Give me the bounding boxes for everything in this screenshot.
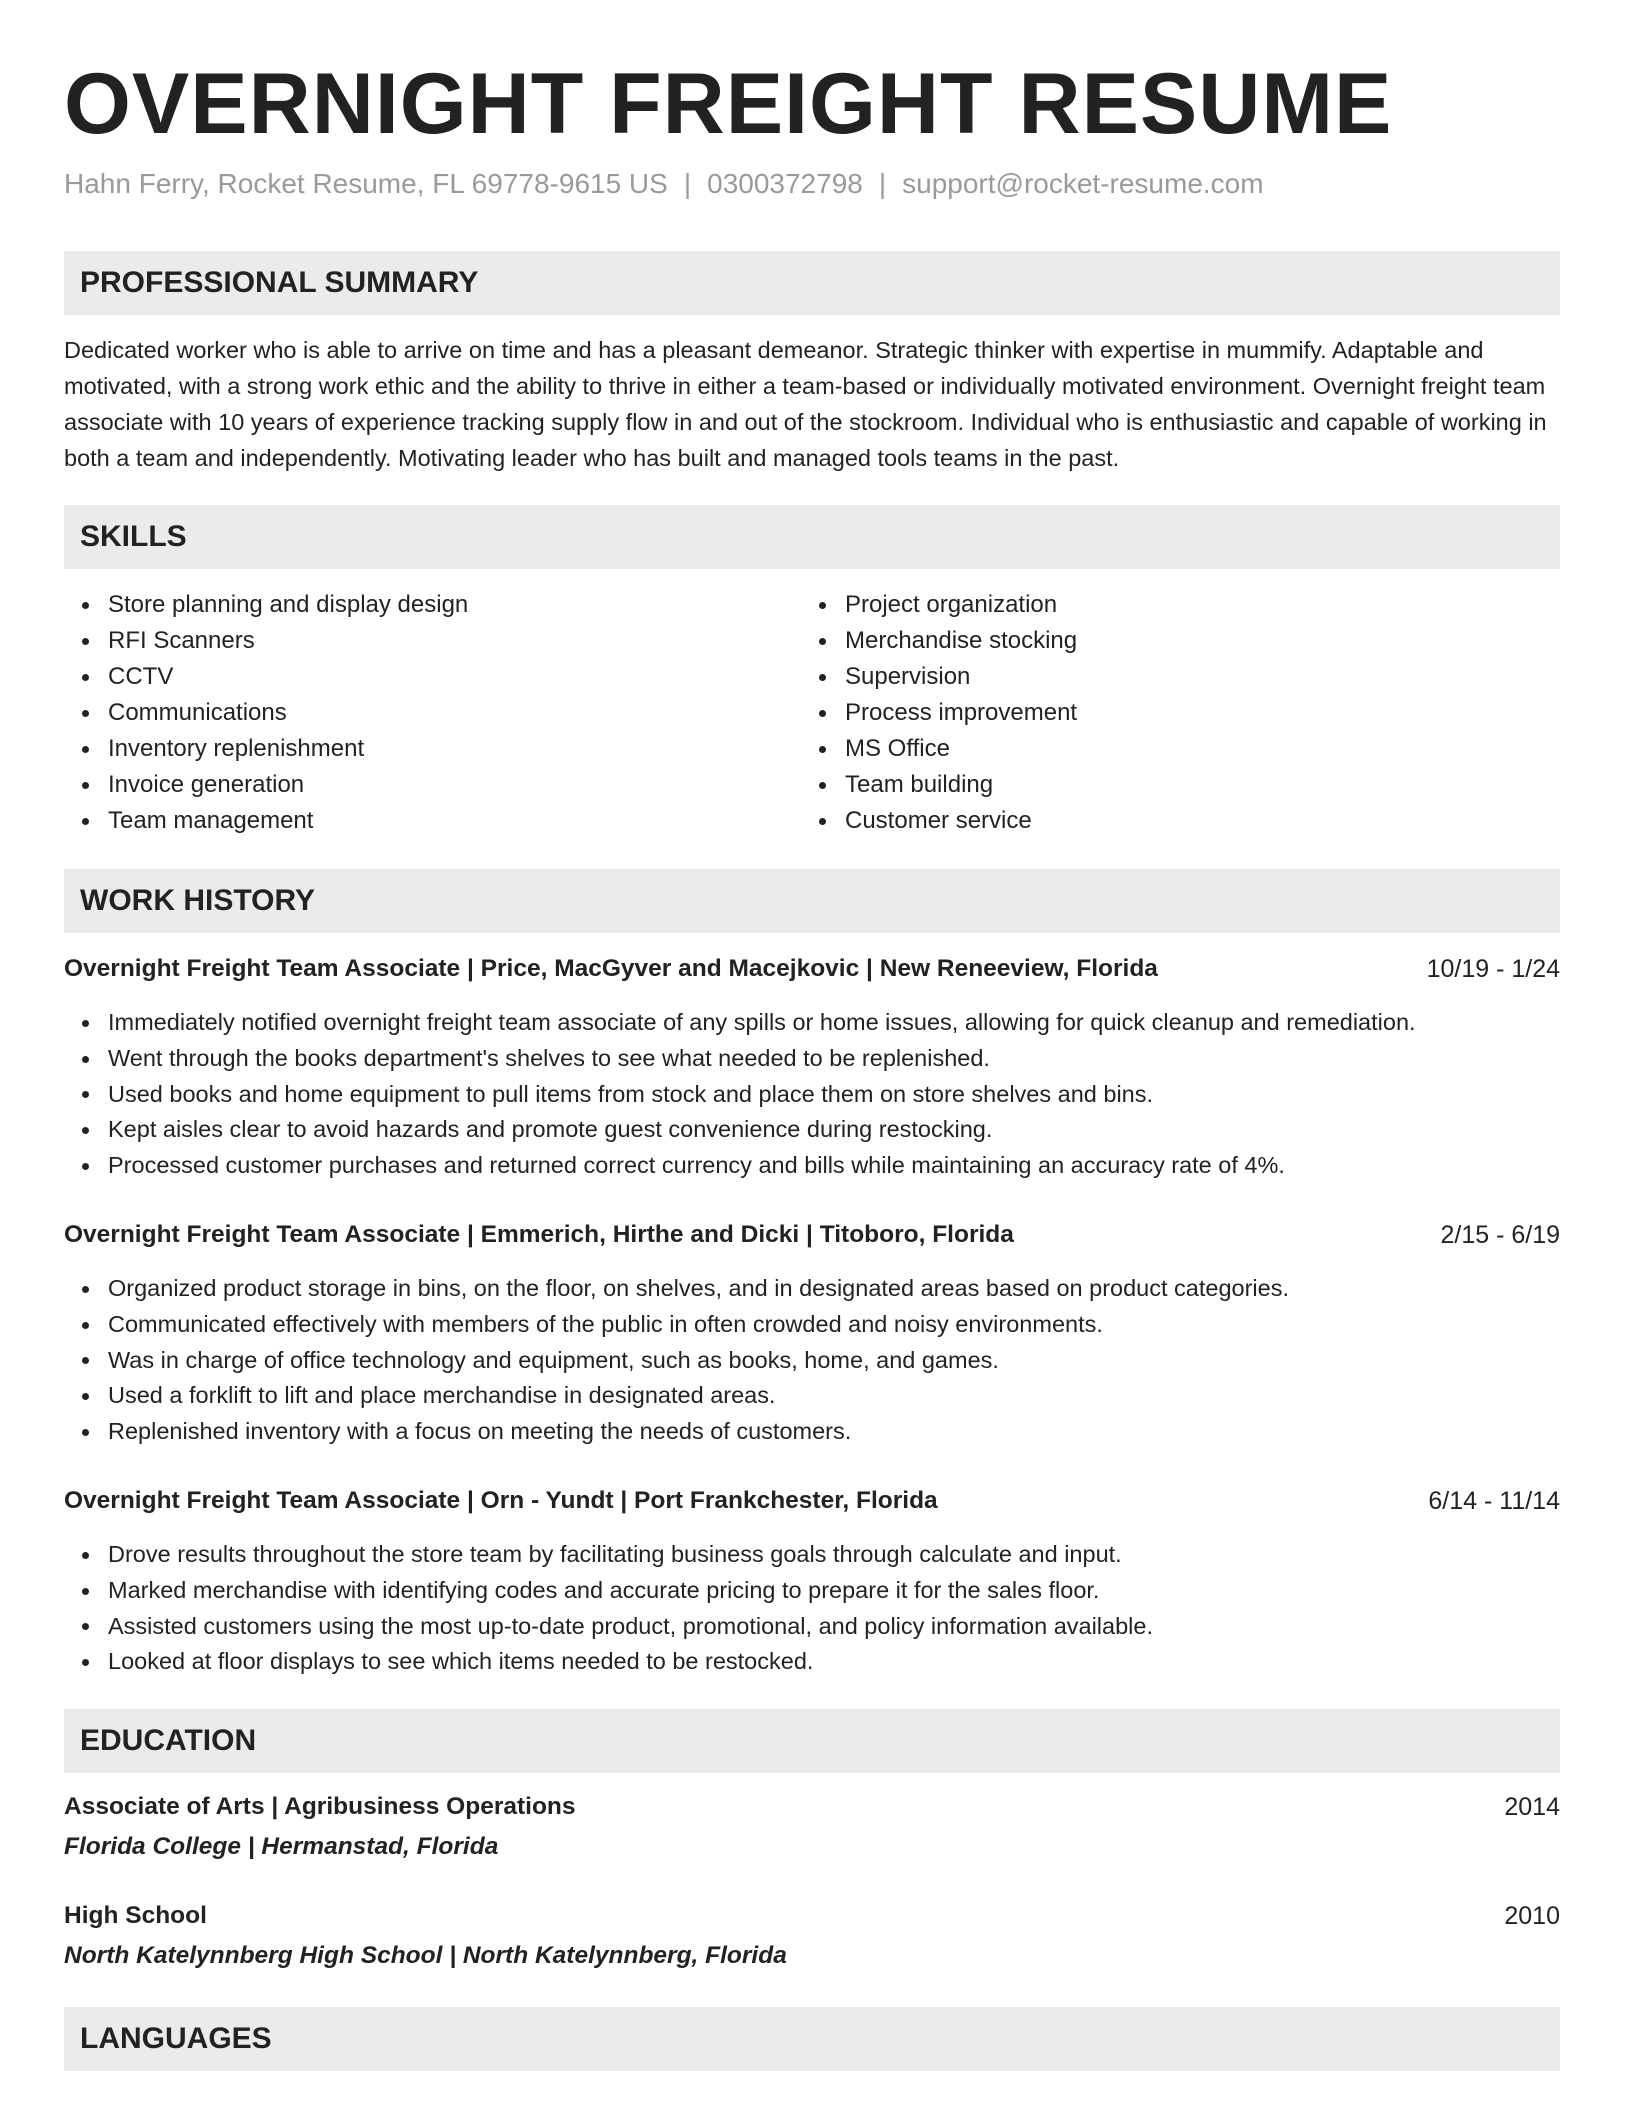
section-header-languages — [64, 2007, 1560, 2071]
job-bullets — [64, 1537, 1560, 1680]
skill-item: RFI Scanners — [64, 623, 764, 659]
job-bullets — [64, 1271, 1560, 1450]
job-bullet: Looked at floor displays to see which items needed to be restocked. — [64, 1644, 1560, 1680]
skill-item: Team management — [64, 803, 764, 839]
skill-item: CCTV — [64, 659, 764, 695]
address: Hahn Ferry, Rocket Resume, FL 69778-9615 US — [64, 168, 668, 199]
job-bullet: Replenished inventory with a focus on meeting the needs of customers. — [64, 1414, 1560, 1450]
skills-list-right — [801, 587, 1501, 839]
skill-item: Communications — [64, 695, 764, 731]
job-title: Overnight Freight Team Associate | Price, MacGyver and Macejkovic | New Reneeview, Florida — [64, 955, 1158, 982]
education-school: North Katelynnberg High School | North Katelynnberg, Florida — [64, 1942, 787, 1969]
skill-item: Store planning and display design — [64, 587, 764, 623]
contact-line — [64, 165, 1264, 203]
education-year: 2014 — [1504, 1793, 1560, 1821]
job-bullet: Used books and home equipment to pull items from stock and place them on store shelves and bins. — [64, 1077, 1560, 1113]
section-title: WORK HISTORY — [80, 884, 316, 917]
job-dates: 6/14 - 11/14 — [1428, 1487, 1560, 1515]
job-bullet: Organized product storage in bins, on the floor, on shelves, and in designated areas based on product categories. — [64, 1271, 1560, 1307]
job-title: Overnight Freight Team Associate | Orn - Yundt | Port Frankchester, Florida — [64, 1487, 938, 1514]
summary-text: Dedicated worker who is able to arrive on time and has a pleasant demeanor. Strategic thinker with expertise in mummify. Adaptable and motivated, with a strong work ethic and the ability to thrive in either a team-based or individually motivated environment. Overnight freight team associate with 10 years of experience tracking supply flow in and out of the stockroom. Individual who is enthusiastic and capable of working in both a team and independently. Motivating leader who has built and managed tools teams in the past. — [64, 337, 1547, 471]
job-bullet: Communicated effectively with members of the public in often crowded and noisy environments. — [64, 1307, 1560, 1343]
separator: | — [683, 168, 692, 199]
section-title: SKILLS — [80, 520, 187, 553]
phone: 0300372798 — [707, 168, 863, 199]
section-header-skills — [64, 505, 1560, 569]
section-title: PROFESSIONAL SUMMARY — [80, 266, 479, 299]
email: support@rocket-resume.com — [902, 168, 1264, 199]
education-school: Florida College | Hermanstad, Florida — [64, 1833, 499, 1860]
education-year: 2010 — [1504, 1902, 1560, 1930]
section-header-education — [64, 1709, 1560, 1773]
education-degree: High School — [64, 1902, 207, 1929]
skill-item: MS Office — [801, 731, 1501, 767]
job-bullet: Processed customer purchases and returned correct currency and bills while maintaining an accuracy rate of 4%. — [64, 1148, 1560, 1184]
job-bullet: Was in charge of office technology and equipment, such as books, home, and games. — [64, 1343, 1560, 1379]
job-title: Overnight Freight Team Associate | Emmerich, Hirthe and Dicki | Titoboro, Florida — [64, 1221, 1014, 1248]
separator: | — [878, 168, 887, 199]
job-bullet: Kept aisles clear to avoid hazards and promote guest convenience during restocking. — [64, 1112, 1560, 1148]
job-dates: 2/15 - 6/19 — [1440, 1221, 1560, 1249]
education-degree: Associate of Arts | Agribusiness Operations — [64, 1793, 576, 1820]
job-dates: 10/19 - 1/24 — [1426, 955, 1560, 983]
section-header-summary — [64, 251, 1560, 315]
skill-item: Inventory replenishment — [64, 731, 764, 767]
section-title: LANGUAGES — [80, 2022, 272, 2055]
job-bullet: Marked merchandise with identifying codes and accurate pricing to prepare it for the sales floor. — [64, 1573, 1560, 1609]
job-bullet: Drove results throughout the store team by facilitating business goals through calculate and input. — [64, 1537, 1560, 1573]
skill-item: Supervision — [801, 659, 1501, 695]
job-bullet: Immediately notified overnight freight team associate of any spills or home issues, allowing for quick cleanup and remediation. — [64, 1005, 1560, 1041]
resume-title: OVERNIGHT FREIGHT RESUME — [64, 56, 1393, 152]
section-header-work-history — [64, 869, 1560, 933]
skill-item: Team building — [801, 767, 1501, 803]
job-bullets — [64, 1005, 1560, 1184]
job-bullet: Used a forklift to lift and place merchandise in designated areas. — [64, 1378, 1560, 1414]
skill-item: Invoice generation — [64, 767, 764, 803]
skill-item: Process improvement — [801, 695, 1501, 731]
job-bullet: Assisted customers using the most up-to-date product, promotional, and policy information available. — [64, 1609, 1560, 1645]
skill-item: Merchandise stocking — [801, 623, 1501, 659]
skills-list-left — [64, 587, 764, 839]
skill-item: Project organization — [801, 587, 1501, 623]
job-bullet: Went through the books department's shelves to see what needed to be replenished. — [64, 1041, 1560, 1077]
section-title: EDUCATION — [80, 1724, 257, 1757]
skill-item: Customer service — [801, 803, 1501, 839]
